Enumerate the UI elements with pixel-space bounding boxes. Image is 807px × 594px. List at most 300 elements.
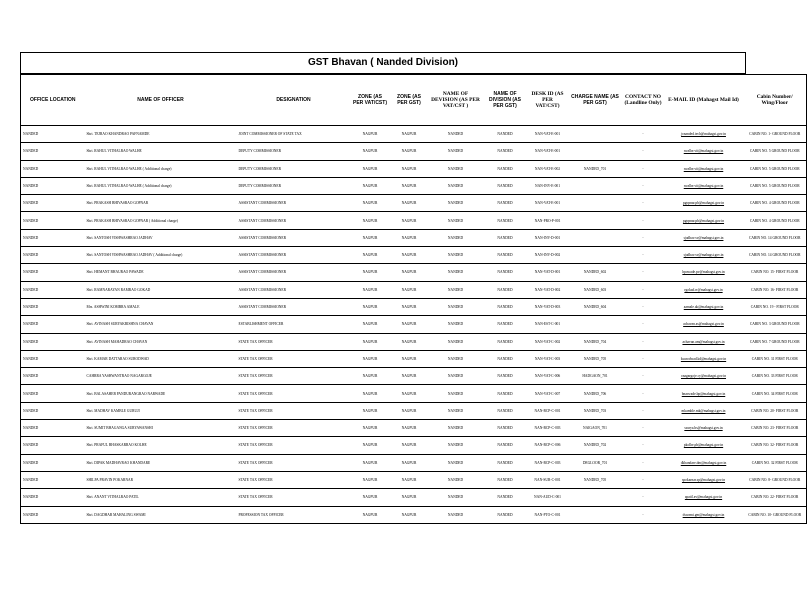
division-vat-cell: NANDED xyxy=(429,316,483,333)
desk-id-cell: NAN-VAT-C-007 xyxy=(528,385,568,402)
table-row xyxy=(21,454,807,471)
desk-id-cell: NAN-VAT-D-002 xyxy=(528,281,568,298)
officer-name-cell: Shri. PRAKASH BHIVASRAO GOPNAR ( Additional charge) xyxy=(85,212,237,229)
zone-gst-cell: NAGPUR xyxy=(390,471,429,488)
zone-vat-cell: NAGPUR xyxy=(351,143,390,160)
cabin-cell: CABIN NO. 4 GROUND FLOOR xyxy=(744,195,807,212)
header-zone-gst: ZONE (AS PER GST) xyxy=(390,75,429,126)
email-cell[interactable]: jcnanded.tech@mahagst.gov.in xyxy=(664,126,744,143)
table-row xyxy=(21,385,807,402)
division-gst-cell: NANDED xyxy=(483,506,528,523)
email-cell[interactable]: bnarwade.bp@mahagst.gov.in xyxy=(664,385,744,402)
division-gst-cell: NANDED xyxy=(483,385,528,402)
division-vat-cell: NANDED xyxy=(429,298,483,315)
zone-vat-cell: NAGPUR xyxy=(351,281,390,298)
table-row xyxy=(21,195,807,212)
desk-id-cell: NAN-BCP-C-001 xyxy=(528,402,568,419)
office-location-cell: NANDED xyxy=(21,454,85,471)
header-designation: DESIGNATION xyxy=(237,75,351,126)
header-row xyxy=(21,75,807,126)
contact-no-cell: - xyxy=(623,437,664,454)
division-vat-cell: NANDED xyxy=(429,126,483,143)
email-cell[interactable]: achavan.as@mahagst.gov.in xyxy=(664,316,744,333)
office-location-cell: NANDED xyxy=(21,437,85,454)
zone-vat-cell: NAGPUR xyxy=(351,402,390,419)
email-cell[interactable]: aamale.ak@mahagst.gov.in xyxy=(664,298,744,315)
desk-id-cell: NAN-INV-D-001 xyxy=(528,229,568,246)
division-vat-cell: NANDED xyxy=(429,160,483,177)
cabin-cell: CABIN NO. 20- FIRST FLOOR xyxy=(744,402,807,419)
officer-directory-table xyxy=(20,74,807,524)
zone-vat-cell: NAGPUR xyxy=(351,368,390,385)
zone-vat-cell: NAGPUR xyxy=(351,316,390,333)
desk-id-cell: NAN-BCP-C-006 xyxy=(528,437,568,454)
zone-vat-cell: NAGPUR xyxy=(351,229,390,246)
desk-id-cell: NAN-VAT-E-001 xyxy=(528,195,568,212)
division-vat-cell: NANDED xyxy=(429,264,483,281)
zone-vat-cell: NAGPUR xyxy=(351,177,390,194)
zone-vat-cell: NAGPUR xyxy=(351,195,390,212)
office-location-cell: NANDED xyxy=(21,350,85,367)
email-cell[interactable]: sjadhav.sv@mahagst.gov.in xyxy=(664,229,744,246)
header-contact-no: CONTACT NO (Landline Only) xyxy=(623,75,664,126)
email-cell[interactable]: rwalhe.vit@mahagst.gov.in xyxy=(664,177,744,194)
office-location-cell: NANDED xyxy=(21,195,85,212)
division-vat-cell: NANDED xyxy=(429,229,483,246)
division-vat-cell: NANDED xyxy=(429,489,483,506)
zone-gst-cell: NAGPUR xyxy=(390,143,429,160)
designation-cell: STATE TAX OFFICER xyxy=(237,489,351,506)
division-vat-cell: NANDED xyxy=(429,454,483,471)
cabin-cell: CABIN NO. 1- GROUND FLOOR xyxy=(744,126,807,143)
office-location-cell: NANDED xyxy=(21,420,85,437)
cabin-cell: CABIN NO. 3 GROUND FLOOR xyxy=(744,316,807,333)
designation-cell: STATE TAX OFFICER xyxy=(237,385,351,402)
designation-cell: ASSISTANT COMMISSIONER xyxy=(237,212,351,229)
designation-cell: STATE TAX OFFICER xyxy=(237,402,351,419)
division-vat-cell: NANDED xyxy=(429,177,483,194)
email-cell[interactable]: pgopnar.pb@mahagst.gov.in xyxy=(664,195,744,212)
designation-cell: ASSISTANT COMMISSIONER xyxy=(237,264,351,281)
zone-gst-cell: NAGPUR xyxy=(390,402,429,419)
zone-gst-cell: NAGPUR xyxy=(390,506,429,523)
table-row xyxy=(21,247,807,264)
division-gst-cell: NANDED xyxy=(483,247,528,264)
desk-id-cell: NAN-INV-D-002 xyxy=(528,247,568,264)
division-vat-cell: NANDED xyxy=(429,471,483,488)
contact-no-cell: - xyxy=(623,126,664,143)
email-cell[interactable]: pgopnar.pb@mahagst.gov.in xyxy=(664,212,744,229)
officer-name-cell: Shri. RAHUL VITHALRAO WALHE ( Additional charge) xyxy=(85,177,237,194)
email-cell[interactable]: ksurodwad.kd@mahagst.gov.in xyxy=(664,350,744,367)
zone-gst-cell: NAGPUR xyxy=(390,385,429,402)
designation-cell: ASSISTANT COMMISSIONER xyxy=(237,247,351,264)
table-row xyxy=(21,333,807,350)
charge-name-cell xyxy=(568,506,623,523)
cabin-cell: CABIN NO. 8- GROUND FLOOR xyxy=(744,471,807,488)
header-charge-name: CHARGE NAME (AS PER GST) xyxy=(568,75,623,126)
charge-name-cell: NANDED_603 xyxy=(568,281,623,298)
charge-name-cell xyxy=(568,489,623,506)
charge-name-cell: NANDED_604 xyxy=(568,298,623,315)
charge-name-cell xyxy=(568,195,623,212)
charge-name-cell xyxy=(568,126,623,143)
division-vat-cell: NANDED xyxy=(429,385,483,402)
desk-id-cell: NAN-VAT-C-003 xyxy=(528,350,568,367)
designation-cell: STATE TAX OFFICER xyxy=(237,420,351,437)
table-row xyxy=(21,420,807,437)
table-row xyxy=(21,437,807,454)
cabin-cell: CABIN NO. 14 GROUND FLOOR xyxy=(744,247,807,264)
zone-gst-cell: NAGPUR xyxy=(390,126,429,143)
desk-id-cell: NAN-VAT-C-006 xyxy=(528,368,568,385)
division-vat-cell: NANDED xyxy=(429,437,483,454)
zone-gst-cell: NAGPUR xyxy=(390,454,429,471)
officer-name-cell: Shri. SANTOSH VISHWASHRAO JADHAV xyxy=(85,229,237,246)
designation-cell: STATE TAX OFFICER xyxy=(237,454,351,471)
contact-no-cell: - xyxy=(623,177,664,194)
email-cell[interactable]: rwalhe.vit@mahagst.gov.in xyxy=(664,160,744,177)
zone-gst-cell: NAGPUR xyxy=(390,368,429,385)
division-gst-cell: NANDED xyxy=(483,212,528,229)
zone-gst-cell: NAGPUR xyxy=(390,316,429,333)
office-location-cell: NANDED xyxy=(21,506,85,523)
zone-gst-cell: NAGPUR xyxy=(390,177,429,194)
charge-name-cell: NANDED_702 xyxy=(568,437,623,454)
charge-name-cell: NANDED_703 xyxy=(568,402,623,419)
charge-name-cell xyxy=(568,212,623,229)
contact-no-cell: - xyxy=(623,212,664,229)
designation-cell: STATE TAX OFFICER xyxy=(237,368,351,385)
charge-name-cell: NANDED_705 xyxy=(568,471,623,488)
designation-cell: STATE TAX OFFICER xyxy=(237,471,351,488)
office-location-cell: NANDED xyxy=(21,143,85,160)
email-cell[interactable]: rgokad.rr@mahagst.gov.in xyxy=(664,281,744,298)
table-row xyxy=(21,126,807,143)
division-gst-cell: NANDED xyxy=(483,471,528,488)
office-location-cell: NANDED xyxy=(21,298,85,315)
cabin-cell: CABIN NO. 5 GROUND FLOOR xyxy=(744,177,807,194)
table-row xyxy=(21,298,807,315)
email-cell[interactable]: rwalhe.vit@mahagst.gov.in xyxy=(664,143,744,160)
division-gst-cell: NANDED xyxy=(483,402,528,419)
officer-name-cell: Shri. ANANT VITHALRAO PATIL xyxy=(85,489,237,506)
contact-no-cell: - xyxy=(623,333,664,350)
table-row xyxy=(21,143,807,160)
table-row xyxy=(21,350,807,367)
zone-vat-cell: NAGPUR xyxy=(351,454,390,471)
email-cell[interactable]: dkhandare.dm@mahagst.gov.in xyxy=(664,454,744,471)
division-gst-cell: NANDED xyxy=(483,195,528,212)
division-gst-cell: NANDED xyxy=(483,350,528,367)
contact-no-cell: - xyxy=(623,454,664,471)
charge-name-cell xyxy=(568,143,623,160)
charge-name-cell: NANDED_704 xyxy=(568,333,623,350)
division-vat-cell: NANDED xyxy=(429,402,483,419)
officer-name-cell: Shri. DAGDHAR MAHALING SWAMI xyxy=(85,506,237,523)
officer-name-cell: Shri. BALASAHEB PANDURANGRAO NARWADE xyxy=(85,385,237,402)
email-cell[interactable]: mkamble.mk@mahagst.gov.in xyxy=(664,402,744,419)
email-cell[interactable]: cnagargoje.cy@mahagst.gov.in xyxy=(664,368,744,385)
zone-gst-cell: NAGPUR xyxy=(390,247,429,264)
header-office-location: OFFICE LOCATION xyxy=(21,75,85,126)
table-row xyxy=(21,160,807,177)
office-location-cell: NANDED xyxy=(21,385,85,402)
division-gst-cell: NANDED xyxy=(483,333,528,350)
cabin-cell: CABIN NO. 23- FIRST FLOOR xyxy=(744,420,807,437)
table-row xyxy=(21,402,807,419)
office-location-cell: NANDED xyxy=(21,402,85,419)
email-cell[interactable]: ssurya.bs@mahagst.gov.in xyxy=(664,420,744,437)
zone-vat-cell: NAGPUR xyxy=(351,420,390,437)
contact-no-cell: - xyxy=(623,489,664,506)
officer-name-cell: Shri. RAHUL VITHALRAO WALHE xyxy=(85,143,237,160)
zone-vat-cell: NAGPUR xyxy=(351,350,390,367)
designation-cell: ESTABLISHMENT OFFICER xyxy=(237,316,351,333)
officer-name-cell: CAHRRA YASHWANTRAO NAGARGOJE xyxy=(85,368,237,385)
zone-gst-cell: NAGPUR xyxy=(390,489,429,506)
designation-cell: DEPUTY COMMISSIONER xyxy=(237,160,351,177)
designation-cell: ASSISTANT COMMISSIONER xyxy=(237,281,351,298)
contact-no-cell: - xyxy=(623,281,664,298)
division-gst-cell: NANDED xyxy=(483,177,528,194)
header-officer-name: NAME OF OFFICER xyxy=(85,75,237,126)
officer-name-cell: Shri. TEJRAO KHANDRAO PAFNAMDE xyxy=(85,126,237,143)
email-cell[interactable]: spokarnar.sp@mahagst.gov.in xyxy=(664,471,744,488)
cabin-cell: CABIN NO. 19 - FIRST FLOOR xyxy=(744,298,807,315)
header-cabin-number: Cabin Number/ Wing/Floor xyxy=(744,75,807,126)
division-vat-cell: NANDED xyxy=(429,212,483,229)
designation-cell: ASSISTANT COMMISSIONER xyxy=(237,195,351,212)
cabin-cell: CABIN NO. 31 FIRST FLOOR xyxy=(744,350,807,367)
contact-no-cell: - xyxy=(623,316,664,333)
office-location-cell: NANDED xyxy=(21,281,85,298)
division-gst-cell: NANDED xyxy=(483,229,528,246)
table-row xyxy=(21,281,807,298)
email-cell[interactable]: sjadhav.sv@mahagst.gov.in xyxy=(664,247,744,264)
cabin-cell: CABIN NO. 7 GROUND FLOOR xyxy=(744,333,807,350)
desk-id-cell: NAN-VAT-D-001 xyxy=(528,264,568,281)
officer-name-cell: Shri. RAMNARAYAN RAMRAO GOKAD xyxy=(85,281,237,298)
contact-no-cell: - xyxy=(623,368,664,385)
cabin-cell: CABIN NO. 22- FIRST FLOOR xyxy=(744,489,807,506)
charge-name-cell xyxy=(568,177,623,194)
zone-gst-cell: NAGPUR xyxy=(390,229,429,246)
table-row xyxy=(21,229,807,246)
zone-vat-cell: NAGPUR xyxy=(351,471,390,488)
contact-no-cell: - xyxy=(623,229,664,246)
officer-name-cell: Shri. KAMAR DATTARAO SURODWAD xyxy=(85,350,237,367)
zone-vat-cell: NAGPUR xyxy=(351,247,390,264)
division-gst-cell: NANDED xyxy=(483,126,528,143)
officer-name-cell: Shri. AVINASH MAHADRAO CHAVAN xyxy=(85,333,237,350)
zone-vat-cell: NAGPUR xyxy=(351,264,390,281)
division-gst-cell: NANDED xyxy=(483,281,528,298)
division-gst-cell: NANDED xyxy=(483,437,528,454)
header-email-id: E-MAIL ID (Mahagst Mail Id) xyxy=(664,75,744,126)
officer-name-cell: Shri. PRAKASH BHIVASRAO GOPNAR xyxy=(85,195,237,212)
cabin-cell: CABIN NO. 16- FIRST FLOOR xyxy=(744,281,807,298)
email-cell[interactable]: apatil.av@mahagst.gov.in xyxy=(664,489,744,506)
office-location-cell: NANDED xyxy=(21,247,85,264)
header-zone-vat: ZONE (AS PER VAT/CST) xyxy=(351,75,390,126)
contact-no-cell: - xyxy=(623,420,664,437)
zone-vat-cell: NAGPUR xyxy=(351,160,390,177)
desk-id-cell: NAN-BCP-C-003 xyxy=(528,454,568,471)
desk-id-cell: NAN-VAT-C-002 xyxy=(528,333,568,350)
office-location-cell: NANDED xyxy=(21,489,85,506)
designation-cell: STATE TAX OFFICER xyxy=(237,350,351,367)
table-body xyxy=(21,126,807,524)
division-vat-cell: NANDED xyxy=(429,420,483,437)
zone-vat-cell: NAGPUR xyxy=(351,333,390,350)
office-location-cell: NANDED xyxy=(21,368,85,385)
contact-no-cell: - xyxy=(623,247,664,264)
designation-cell: STATE TAX OFFICER xyxy=(237,437,351,454)
designation-cell: STATE TAX OFFICER xyxy=(237,333,351,350)
charge-name-cell: HADGAON_701 xyxy=(568,368,623,385)
cabin-cell: CABIN NO. 15- FIRST FLOOR xyxy=(744,264,807,281)
email-cell[interactable]: pkolhe.pb@mahagst.gov.in xyxy=(664,437,744,454)
contact-no-cell: - xyxy=(623,195,664,212)
charge-name-cell: NANDED_701 xyxy=(568,160,623,177)
office-location-cell: NANDED xyxy=(21,212,85,229)
division-gst-cell: NANDED xyxy=(483,298,528,315)
zone-gst-cell: NAGPUR xyxy=(390,281,429,298)
officer-name-cell: Shri. MADHAV KAMBLE GURUJI xyxy=(85,402,237,419)
zone-vat-cell: NAGPUR xyxy=(351,298,390,315)
designation-cell: DEPUTY COMMISSIONER xyxy=(237,177,351,194)
office-location-cell: NANDED xyxy=(21,333,85,350)
desk-id-cell: NAN-SUR-C-001 xyxy=(528,471,568,488)
desk-id-cell: NAN-PRO-P-001 xyxy=(528,212,568,229)
officer-name-cell: Shri. DIPAK MADHAVRAO KHANDARE xyxy=(85,454,237,471)
desk-id-cell: NAN-VAT-E-001 xyxy=(528,126,568,143)
zone-gst-cell: NAGPUR xyxy=(390,160,429,177)
division-vat-cell: NANDED xyxy=(429,247,483,264)
designation-cell: PROFESSION TAX OFFICER xyxy=(237,506,351,523)
contact-no-cell: - xyxy=(623,506,664,523)
cabin-cell: CABIN NO. 5 GROUND FLOOR xyxy=(744,160,807,177)
division-vat-cell: NANDED xyxy=(429,195,483,212)
email-cell[interactable]: achavan.am@mahagst.gov.in xyxy=(664,333,744,350)
zone-vat-cell: NAGPUR xyxy=(351,489,390,506)
desk-id-cell: NAN-INV-E-001 xyxy=(528,177,568,194)
officer-name-cell: Shri. SUMIT BHAGANGA SURYAWANSHI xyxy=(85,420,237,437)
cabin-cell: CABIN NO. 32- FIRST FLOOR xyxy=(744,437,807,454)
charge-name-cell: DEGLOOR_701 xyxy=(568,454,623,471)
contact-no-cell: - xyxy=(623,402,664,419)
contact-no-cell: - xyxy=(623,160,664,177)
zone-gst-cell: NAGPUR xyxy=(390,437,429,454)
officer-name-cell: Shri. HEMANT BHAURAO PAWADE xyxy=(85,264,237,281)
contact-no-cell: - xyxy=(623,385,664,402)
officer-name-cell: Shri. PRAFUL BHASKARRAO KOLHE xyxy=(85,437,237,454)
zone-gst-cell: NAGPUR xyxy=(390,195,429,212)
desk-id-cell: NAN-VAT-D-003 xyxy=(528,298,568,315)
charge-name-cell xyxy=(568,229,623,246)
charge-name-cell: NANDED_705 xyxy=(568,350,623,367)
desk-id-cell: NAN-BCP-C-003 xyxy=(528,420,568,437)
division-gst-cell: NANDED xyxy=(483,143,528,160)
officer-name-cell: Shri. RAHUL VITHALRAO WALHE ( Additional charge) xyxy=(85,160,237,177)
division-vat-cell: NANDED xyxy=(429,350,483,367)
contact-no-cell: - xyxy=(623,143,664,160)
zone-gst-cell: NAGPUR xyxy=(390,264,429,281)
division-vat-cell: NANDED xyxy=(429,333,483,350)
table-row xyxy=(21,177,807,194)
office-location-cell: NANDED xyxy=(21,264,85,281)
zone-gst-cell: NAGPUR xyxy=(390,333,429,350)
cabin-cell: CABIN NO. 33 FIRST FLOOR xyxy=(744,368,807,385)
cabin-cell: CABIN NO. 14 GROUND FLOOR xyxy=(744,229,807,246)
cabin-cell: CABIN NO. 5 GROUND FLOOR xyxy=(744,143,807,160)
contact-no-cell: - xyxy=(623,350,664,367)
office-location-cell: NANDED xyxy=(21,229,85,246)
table-row xyxy=(21,489,807,506)
division-gst-cell: NANDED xyxy=(483,454,528,471)
charge-name-cell xyxy=(568,316,623,333)
desk-id-cell: NAN-PTO-C-001 xyxy=(528,506,568,523)
designation-cell: DEPUTY COMMISSIONER xyxy=(237,143,351,160)
cabin-cell: CABIN NO. 4 GROUND FLOOR xyxy=(744,212,807,229)
division-gst-cell: NANDED xyxy=(483,368,528,385)
email-cell[interactable]: hpawade.pv@mahagst.gov.in xyxy=(664,264,744,281)
charge-name-cell xyxy=(568,247,623,264)
desk-id-cell: NAN-EST-C-001 xyxy=(528,316,568,333)
contact-no-cell: - xyxy=(623,298,664,315)
officer-name-cell: SHILPA PRAVIN POKARNAR xyxy=(85,471,237,488)
zone-vat-cell: NAGPUR xyxy=(351,506,390,523)
header-division-vat: NAME OF DEVISION (AS PER VAT/CST ) xyxy=(429,75,483,126)
email-cell[interactable]: dswami.gm@mahagst.gov.in xyxy=(664,506,744,523)
division-gst-cell: NANDED xyxy=(483,420,528,437)
officer-name-cell: Shri. SANTOSH VISHWASHRAO JADHAV ( Additional charge) xyxy=(85,247,237,264)
office-location-cell: NANDED xyxy=(21,316,85,333)
table-row xyxy=(21,368,807,385)
table-row xyxy=(21,506,807,523)
contact-no-cell: - xyxy=(623,471,664,488)
zone-gst-cell: NAGPUR xyxy=(390,420,429,437)
contact-no-cell: - xyxy=(623,264,664,281)
zone-gst-cell: NAGPUR xyxy=(390,212,429,229)
charge-name-cell: NAIGAON_701 xyxy=(568,420,623,437)
desk-id-cell: NAN-AUD-C-001 xyxy=(528,489,568,506)
table-row xyxy=(21,471,807,488)
desk-id-cell: NAN-VAT-E-002 xyxy=(528,160,568,177)
page-title: GST Bhavan ( Nanded Division) xyxy=(20,52,746,74)
table-row xyxy=(21,316,807,333)
division-vat-cell: NANDED xyxy=(429,143,483,160)
cabin-cell: CABIN NO. 34 FIRST FLOOR xyxy=(744,385,807,402)
division-vat-cell: NANDED xyxy=(429,506,483,523)
zone-vat-cell: NAGPUR xyxy=(351,385,390,402)
office-location-cell: NANDED xyxy=(21,471,85,488)
division-vat-cell: NANDED xyxy=(429,281,483,298)
charge-name-cell: NANDED_706 xyxy=(568,385,623,402)
cabin-cell: CABIN NO. 10- GROUND FLOOR xyxy=(744,506,807,523)
charge-name-cell: NANDED_602 xyxy=(568,264,623,281)
officer-name-cell: Mrs. ASHWINI KOMBRA AMALE xyxy=(85,298,237,315)
zone-vat-cell: NAGPUR xyxy=(351,212,390,229)
designation-cell: ASSISTANT COMMISSIONER xyxy=(237,298,351,315)
division-gst-cell: NANDED xyxy=(483,316,528,333)
division-gst-cell: NANDED xyxy=(483,264,528,281)
division-gst-cell: NANDED xyxy=(483,489,528,506)
officer-name-cell: Shri. AVINASH SURYAKRISHNA CHAVAN xyxy=(85,316,237,333)
desk-id-cell: NAN-VAT-E-001 xyxy=(528,143,568,160)
zone-vat-cell: NAGPUR xyxy=(351,437,390,454)
